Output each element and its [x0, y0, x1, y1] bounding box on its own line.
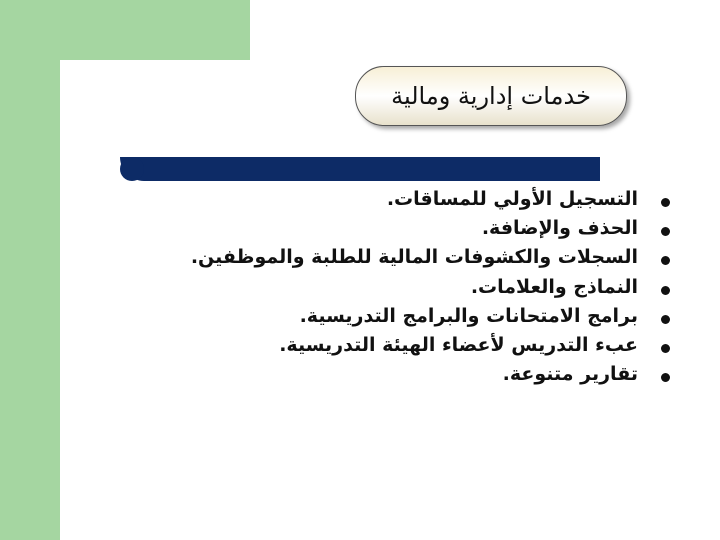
list-item-text: برامج الامتحانات والبرامج التدريسية. [299, 304, 638, 327]
list-item [150, 334, 670, 363]
list-item [150, 217, 670, 246]
slide-title: خدمات إدارية ومالية [391, 82, 591, 110]
list-item-text: التسجيل الأولي للمساقات. [386, 188, 638, 210]
bullet-dot-icon [661, 315, 670, 324]
bullet-dot-icon [661, 256, 670, 265]
bullet-dot-icon [661, 373, 670, 382]
bullet-dot-icon [661, 286, 670, 295]
list-item [150, 276, 670, 305]
bullet-list [150, 188, 670, 392]
list-item [150, 305, 670, 334]
green-accent-side [0, 60, 60, 540]
divider-bar [120, 157, 600, 181]
bullet-dot-icon [661, 198, 670, 207]
list-item-text: النماذج والعلامات. [470, 275, 638, 298]
bullet-dot-icon [661, 344, 670, 353]
green-accent-top [0, 0, 250, 60]
title-box [355, 66, 627, 126]
list-item [150, 363, 670, 392]
list-item-text: السجلات والكشوفات المالية للطلبة والموظفين. [190, 246, 638, 269]
list-item [150, 188, 670, 217]
list-item-text: عبء التدريس لأعضاء الهيئة التدريسية. [279, 333, 638, 356]
list-item [150, 246, 670, 275]
bullet-dot-icon [661, 227, 670, 236]
list-item-text: الحذف والإضافة. [481, 217, 638, 240]
list-item-text: تقارير متنوعة. [502, 363, 638, 386]
